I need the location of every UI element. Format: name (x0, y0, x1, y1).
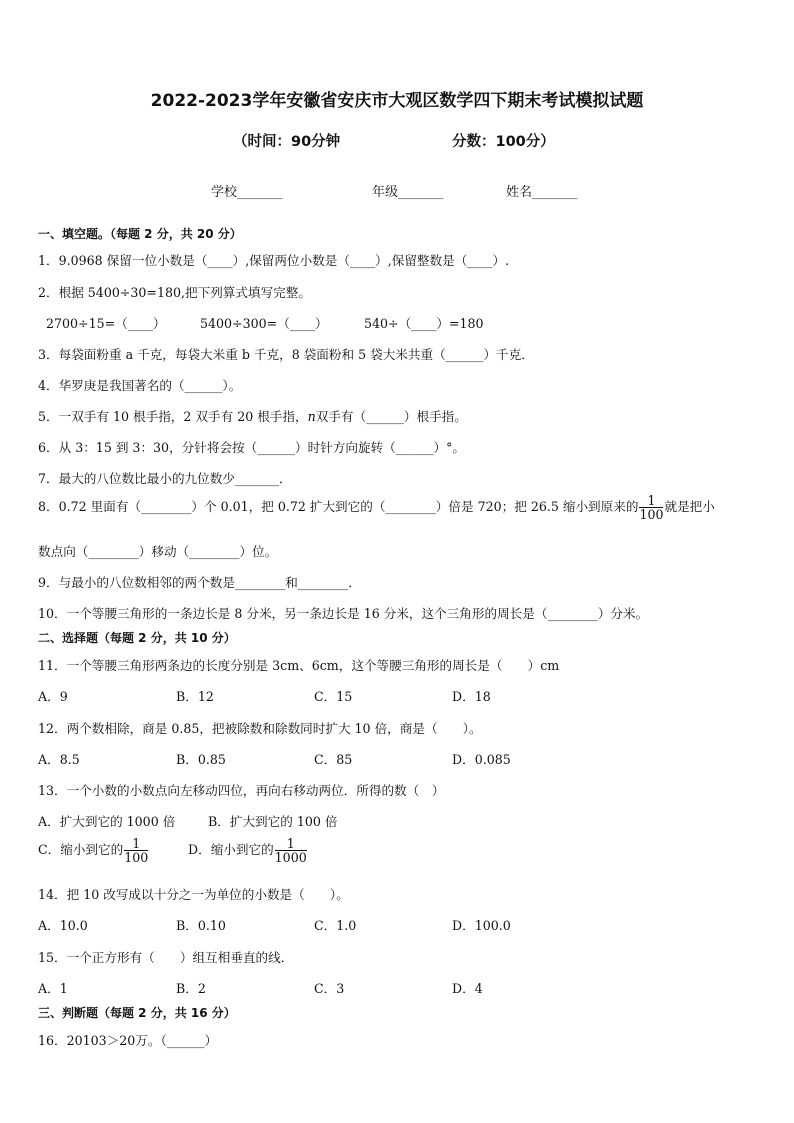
question-5 (38, 406, 467, 425)
fraction-1-100 (124, 837, 148, 864)
section-multiple-choice: 二、选择题（每题 2 分，共 10 分） (38, 631, 236, 645)
fraction-numerator: 1 (275, 837, 307, 851)
question-1: 1．9.0968 保留一位小数是（____）,保留两位小数是（____）,保留整数是（____）. (38, 253, 510, 268)
name-field: 姓名_______ (506, 185, 578, 200)
fraction-numerator: 1 (124, 837, 148, 851)
question-14: 14．把 10 改写成以十分之一为单位的小数是（ ）。 (38, 887, 349, 902)
question-2: 2．根据 5400÷30=180,把下列算式填写完整。 (38, 285, 311, 300)
grade-field: 年级_______ (372, 185, 444, 200)
option-a: A．8.5 (38, 752, 80, 767)
option-d: D．18 (452, 689, 491, 704)
question-8-text-end: 就是把小 (664, 499, 715, 515)
question-2-item-a: 2700÷15=（____） (46, 316, 166, 331)
option-c: C．85 (314, 752, 353, 767)
question-5-part-1: 5．一双手有 10 根手指，2 双手有 20 根手指， (38, 409, 308, 424)
fraction-1-1000 (275, 837, 307, 864)
question-13: 13．一个小数的小数点向左移动四位，再向右移动两位．所得的数（ ） (38, 783, 445, 798)
option-d-text: D．缩小到它的 (188, 842, 274, 858)
option-c: C．3 (314, 981, 345, 996)
question-16: 16．20103＞20万。（______） (38, 1033, 218, 1048)
fraction-1-100 (639, 494, 663, 521)
question-13-option-b: B．扩大到它的 100 倍 (208, 814, 338, 829)
option-d: D．100.0 (452, 918, 511, 933)
school-field: 学校_______ (211, 185, 283, 200)
question-2-item-c: 540÷（____）=180 (364, 316, 484, 331)
option-b: B．2 (176, 981, 206, 996)
option-b: B．0.85 (176, 752, 226, 767)
option-c: C．15 (314, 689, 353, 704)
fraction-denominator: 1000 (274, 850, 307, 866)
question-8-line-1 (38, 494, 715, 521)
question-7: 7．最大的八位数比最小的九位数少_______． (38, 471, 292, 486)
option-a: A．9 (38, 689, 68, 704)
question-5-part-2: 双手有（______）根手指。 (315, 409, 467, 424)
question-13-option-a: A．扩大到它的 1000 倍 (38, 814, 176, 829)
question-8-line-2: 数点向（________）移动（________）位。 (38, 544, 278, 559)
question-12: 12．两个数相除，商是 0.85，把被除数和除数同时扩大 10 倍，商是（ ）。 (38, 721, 482, 736)
fraction-denominator: 100 (124, 850, 149, 866)
question-13-option-c (38, 837, 149, 864)
option-a: A．1 (38, 981, 68, 996)
exam-score: 分数：100分） (452, 134, 555, 150)
question-4: 4．华罗庚是我国著名的（______）。 (38, 378, 242, 393)
option-a: A．10.0 (38, 918, 88, 933)
option-b: B．12 (176, 689, 214, 704)
option-c: C．1.0 (314, 918, 357, 933)
page-title: 2022-2023学年安徽省安庆市大观区数学四下期末考试模拟试题 (150, 91, 644, 111)
question-13-option-d (188, 837, 308, 864)
exam-time: （时间：90分钟 (233, 134, 341, 150)
question-5-variable: n (307, 409, 316, 424)
question-6: 6．从 3：15 到 3：30，分针将会按（______）时针方向旋转（______）°。 (38, 440, 466, 455)
option-d: D．4 (452, 981, 483, 996)
option-c-text: C．缩小到它的 (38, 842, 124, 858)
question-2-item-b: 5400÷300=（____） (200, 316, 328, 331)
option-d: D．0.085 (452, 752, 511, 767)
question-9: 9．与最小的八位数相邻的两个数是________和________． (38, 575, 361, 590)
section-fill-blank: 一、填空题。（每题 2 分，共 20 分） (38, 227, 242, 241)
question-3: 3．每袋面粉重 a 千克，每袋大米重 b 千克，8 袋面粉和 5 袋大米共重（______）千克． (38, 347, 534, 362)
option-b: B．0.10 (176, 918, 226, 933)
question-15: 15．一个正方形有（ ）组互相垂直的线． (38, 950, 294, 965)
fraction-numerator: 1 (639, 494, 663, 508)
section-true-false: 三、判断题（每题 2 分，共 16 分） (38, 1006, 236, 1020)
fraction-denominator: 100 (639, 507, 664, 523)
question-10: 10．一个等腰三角形的一条边长是 8 分米，另一条边长是 16 分米，这个三角形的周长是（________）分米。 (38, 606, 649, 621)
question-11: 11．一个等腰三角形两条边的长度分别是 3cm、6cm，这个等腰三角形的周长是（ ）cm (38, 658, 560, 673)
question-8-text: 8．0.72 里面有（________）个 0.01，把 0.72 扩大到它的（________）倍是 720；把 26.5 缩小到原来的 (38, 499, 639, 515)
